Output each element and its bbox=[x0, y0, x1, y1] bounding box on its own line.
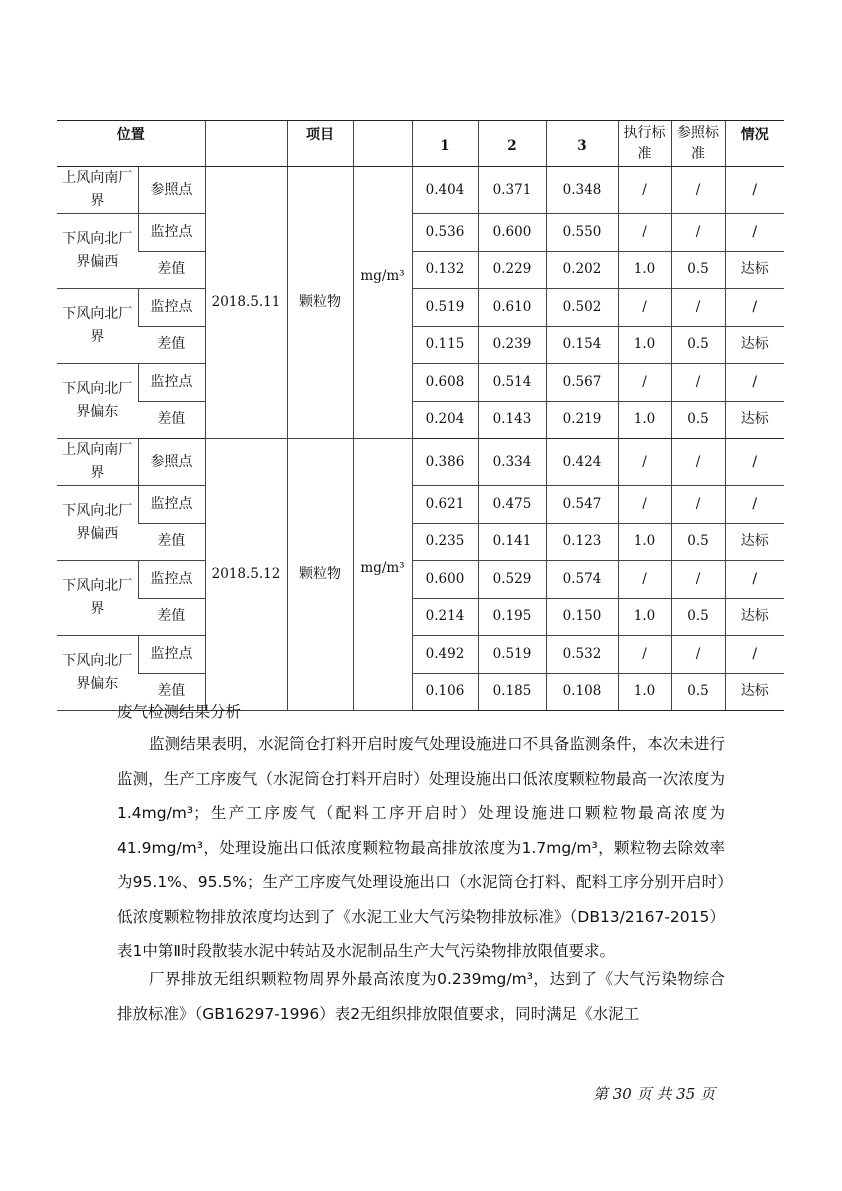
value-cell: 0.532 bbox=[546, 636, 618, 674]
value-cell: 0.600 bbox=[478, 214, 546, 252]
point-type-cell: 监控点 bbox=[138, 214, 205, 252]
header-status: 情况 bbox=[725, 121, 784, 167]
status-cell: 达标 bbox=[725, 326, 784, 364]
value-cell: 0.204 bbox=[412, 401, 478, 439]
table-row bbox=[57, 401, 784, 439]
point-type-cell: 差值 bbox=[138, 673, 205, 711]
location-cell: 下风向北厂界 bbox=[57, 561, 138, 636]
value-cell: 0.235 bbox=[412, 523, 478, 561]
exec-standard-cell: 1.0 bbox=[618, 326, 671, 364]
table-row bbox=[57, 364, 784, 402]
value-cell: 0.600 bbox=[412, 561, 478, 599]
header-item: 项目 bbox=[287, 121, 353, 167]
location-cell: 下风向北厂界偏东 bbox=[57, 364, 138, 439]
value-cell: 0.424 bbox=[546, 439, 618, 486]
ref-standard-cell: / bbox=[671, 214, 725, 252]
value-cell: 0.334 bbox=[478, 439, 546, 486]
point-type-cell: 差值 bbox=[138, 251, 205, 289]
ref-standard-cell: 0.5 bbox=[671, 401, 725, 439]
status-cell: 达标 bbox=[725, 673, 784, 711]
status-cell: / bbox=[725, 364, 784, 402]
value-cell: 0.610 bbox=[478, 289, 546, 327]
header-sample-3: 3 bbox=[546, 121, 618, 167]
location-cell: 下风向北厂界偏西 bbox=[57, 214, 138, 289]
value-cell: 0.621 bbox=[412, 486, 478, 524]
table-row bbox=[57, 523, 784, 561]
ref-standard-cell: / bbox=[671, 167, 725, 214]
status-cell: / bbox=[725, 486, 784, 524]
table-row bbox=[57, 289, 784, 327]
value-cell: 0.404 bbox=[412, 167, 478, 214]
point-type-cell: 参照点 bbox=[138, 167, 205, 214]
exec-standard-cell: 1.0 bbox=[618, 598, 671, 636]
analysis-paragraph: 监测结果表明，水泥筒仓打料开启时废气处理设施进口不具备监测条件，本次未进行监测，生产工序废气（水泥筒仓打料开启时）处理设施出口低浓度颗粒物最高一次浓度为1.4mg/m³；生产工序废气（配料工序开启时）处理设施进口颗粒物最高浓度为41.9mg/m³，处理设施出口低浓度颗粒物最高排放浓度为1.7mg/m³，颗粒物去除效率为95.1%、95.5%；生产工序废气处理设施出口（水泥筒仓打料、配料工序分别开启时）低浓度颗粒物排放浓度均达到了《水泥工业大气污染物排放标准》（DB13/2167-2015）表1中第Ⅱ时段散装水泥中转站及水泥制品生产大气污染物排放限值要求。 bbox=[117, 735, 725, 960]
value-cell: 0.519 bbox=[412, 289, 478, 327]
exec-standard-cell: / bbox=[618, 439, 671, 486]
date-cell: 2018.5.12 bbox=[205, 439, 287, 711]
date-cell: 2018.5.11 bbox=[205, 167, 287, 439]
ref-standard-cell: 0.5 bbox=[671, 523, 725, 561]
value-cell: 0.141 bbox=[478, 523, 546, 561]
exec-standard-cell: / bbox=[618, 561, 671, 599]
unit-cell: mg/m³ bbox=[353, 167, 412, 439]
value-cell: 0.519 bbox=[478, 636, 546, 674]
table-row bbox=[57, 251, 784, 289]
ref-standard-cell: / bbox=[671, 561, 725, 599]
table-row bbox=[57, 486, 784, 524]
table-row bbox=[57, 326, 784, 364]
ref-standard-cell: / bbox=[671, 289, 725, 327]
ref-standard-cell: 0.5 bbox=[671, 251, 725, 289]
value-cell: 0.514 bbox=[478, 364, 546, 402]
exec-standard-cell: 1.0 bbox=[618, 401, 671, 439]
ref-standard-cell: 0.5 bbox=[671, 598, 725, 636]
value-cell: 0.115 bbox=[412, 326, 478, 364]
location-cell: 下风向北厂界 bbox=[57, 289, 138, 364]
status-cell: / bbox=[725, 439, 784, 486]
value-cell: 0.106 bbox=[412, 673, 478, 711]
location-cell: 上风向南厂界 bbox=[57, 167, 138, 214]
header-sample-2: 2 bbox=[478, 121, 546, 167]
value-cell: 0.239 bbox=[478, 326, 546, 364]
value-cell: 0.536 bbox=[412, 214, 478, 252]
point-type-cell: 参照点 bbox=[138, 439, 205, 486]
analysis-paragraph: 厂界排放无组织颗粒物周界外最高浓度为0.239mg/m³，达到了《大气污染物综合排放标准》（GB16297-1996）表2无组织排放限值要求，同时满足《水泥工 bbox=[117, 970, 725, 1023]
exec-standard-cell: / bbox=[618, 167, 671, 214]
point-type-cell: 差值 bbox=[138, 598, 205, 636]
item-cell: 颗粒物 bbox=[287, 167, 353, 439]
point-type-cell: 监控点 bbox=[138, 486, 205, 524]
status-cell: / bbox=[725, 167, 784, 214]
ref-standard-cell: / bbox=[671, 439, 725, 486]
header-unit-blank bbox=[353, 121, 412, 167]
value-cell: 0.529 bbox=[478, 561, 546, 599]
location-cell: 下风向北厂界偏西 bbox=[57, 486, 138, 561]
table-row bbox=[57, 214, 784, 252]
status-cell: 达标 bbox=[725, 598, 784, 636]
value-cell: 0.550 bbox=[546, 214, 618, 252]
status-cell: / bbox=[725, 636, 784, 674]
table-row bbox=[57, 598, 784, 636]
exec-standard-cell: / bbox=[618, 636, 671, 674]
item-cell: 颗粒物 bbox=[287, 439, 353, 711]
value-cell: 0.143 bbox=[478, 401, 546, 439]
value-cell: 0.492 bbox=[412, 636, 478, 674]
header-sample-1: 1 bbox=[412, 121, 478, 167]
table-row bbox=[57, 167, 784, 214]
unit-cell: mg/m³ bbox=[353, 439, 412, 711]
location-cell: 下风向北厂界偏东 bbox=[57, 636, 138, 711]
value-cell: 0.108 bbox=[546, 673, 618, 711]
value-cell: 0.123 bbox=[546, 523, 618, 561]
header-date-blank bbox=[205, 121, 287, 167]
table-row bbox=[57, 439, 784, 486]
value-cell: 0.202 bbox=[546, 251, 618, 289]
page-number-footer: 第 30 页 共 35 页 bbox=[593, 1085, 716, 1103]
exec-standard-cell: / bbox=[618, 214, 671, 252]
header-reference-standard: 参照标准 bbox=[671, 121, 725, 167]
value-cell: 0.386 bbox=[412, 439, 478, 486]
value-cell: 0.608 bbox=[412, 364, 478, 402]
header-location: 位置 bbox=[57, 121, 205, 167]
ref-standard-cell: / bbox=[671, 364, 725, 402]
ref-standard-cell: / bbox=[671, 636, 725, 674]
table-row bbox=[57, 561, 784, 599]
value-cell: 0.502 bbox=[546, 289, 618, 327]
status-cell: 达标 bbox=[725, 401, 784, 439]
value-cell: 0.150 bbox=[546, 598, 618, 636]
value-cell: 0.185 bbox=[478, 673, 546, 711]
value-cell: 0.132 bbox=[412, 251, 478, 289]
location-cell: 上风向南厂界 bbox=[57, 439, 138, 486]
point-type-cell: 监控点 bbox=[138, 364, 205, 402]
point-type-cell: 监控点 bbox=[138, 636, 205, 674]
value-cell: 0.214 bbox=[412, 598, 478, 636]
status-cell: / bbox=[725, 561, 784, 599]
point-type-cell: 差值 bbox=[138, 326, 205, 364]
value-cell: 0.371 bbox=[478, 167, 546, 214]
ref-standard-cell: 0.5 bbox=[671, 326, 725, 364]
value-cell: 0.567 bbox=[546, 364, 618, 402]
exec-standard-cell: 1.0 bbox=[618, 673, 671, 711]
ref-standard-cell: 0.5 bbox=[671, 673, 725, 711]
value-cell: 0.475 bbox=[478, 486, 546, 524]
value-cell: 0.348 bbox=[546, 167, 618, 214]
point-type-cell: 差值 bbox=[138, 523, 205, 561]
status-cell: / bbox=[725, 289, 784, 327]
value-cell: 0.547 bbox=[546, 486, 618, 524]
ref-standard-cell: / bbox=[671, 486, 725, 524]
exec-standard-cell: 1.0 bbox=[618, 523, 671, 561]
value-cell: 0.229 bbox=[478, 251, 546, 289]
status-cell: / bbox=[725, 214, 784, 252]
exec-standard-cell: / bbox=[618, 486, 671, 524]
table-row bbox=[57, 636, 784, 674]
exec-standard-cell: 1.0 bbox=[618, 251, 671, 289]
value-cell: 0.574 bbox=[546, 561, 618, 599]
point-type-cell: 监控点 bbox=[138, 561, 205, 599]
status-cell: 达标 bbox=[725, 523, 784, 561]
value-cell: 0.154 bbox=[546, 326, 618, 364]
status-cell: 达标 bbox=[725, 251, 784, 289]
point-type-cell: 差值 bbox=[138, 401, 205, 439]
header-execution-standard: 执行标准 bbox=[618, 121, 671, 167]
analysis-heading: 废气检测结果分析 bbox=[117, 703, 242, 721]
value-cell: 0.195 bbox=[478, 598, 546, 636]
exec-standard-cell: / bbox=[618, 289, 671, 327]
monitoring-results-table bbox=[57, 120, 784, 711]
value-cell: 0.219 bbox=[546, 401, 618, 439]
exec-standard-cell: / bbox=[618, 364, 671, 402]
point-type-cell: 监控点 bbox=[138, 289, 205, 327]
